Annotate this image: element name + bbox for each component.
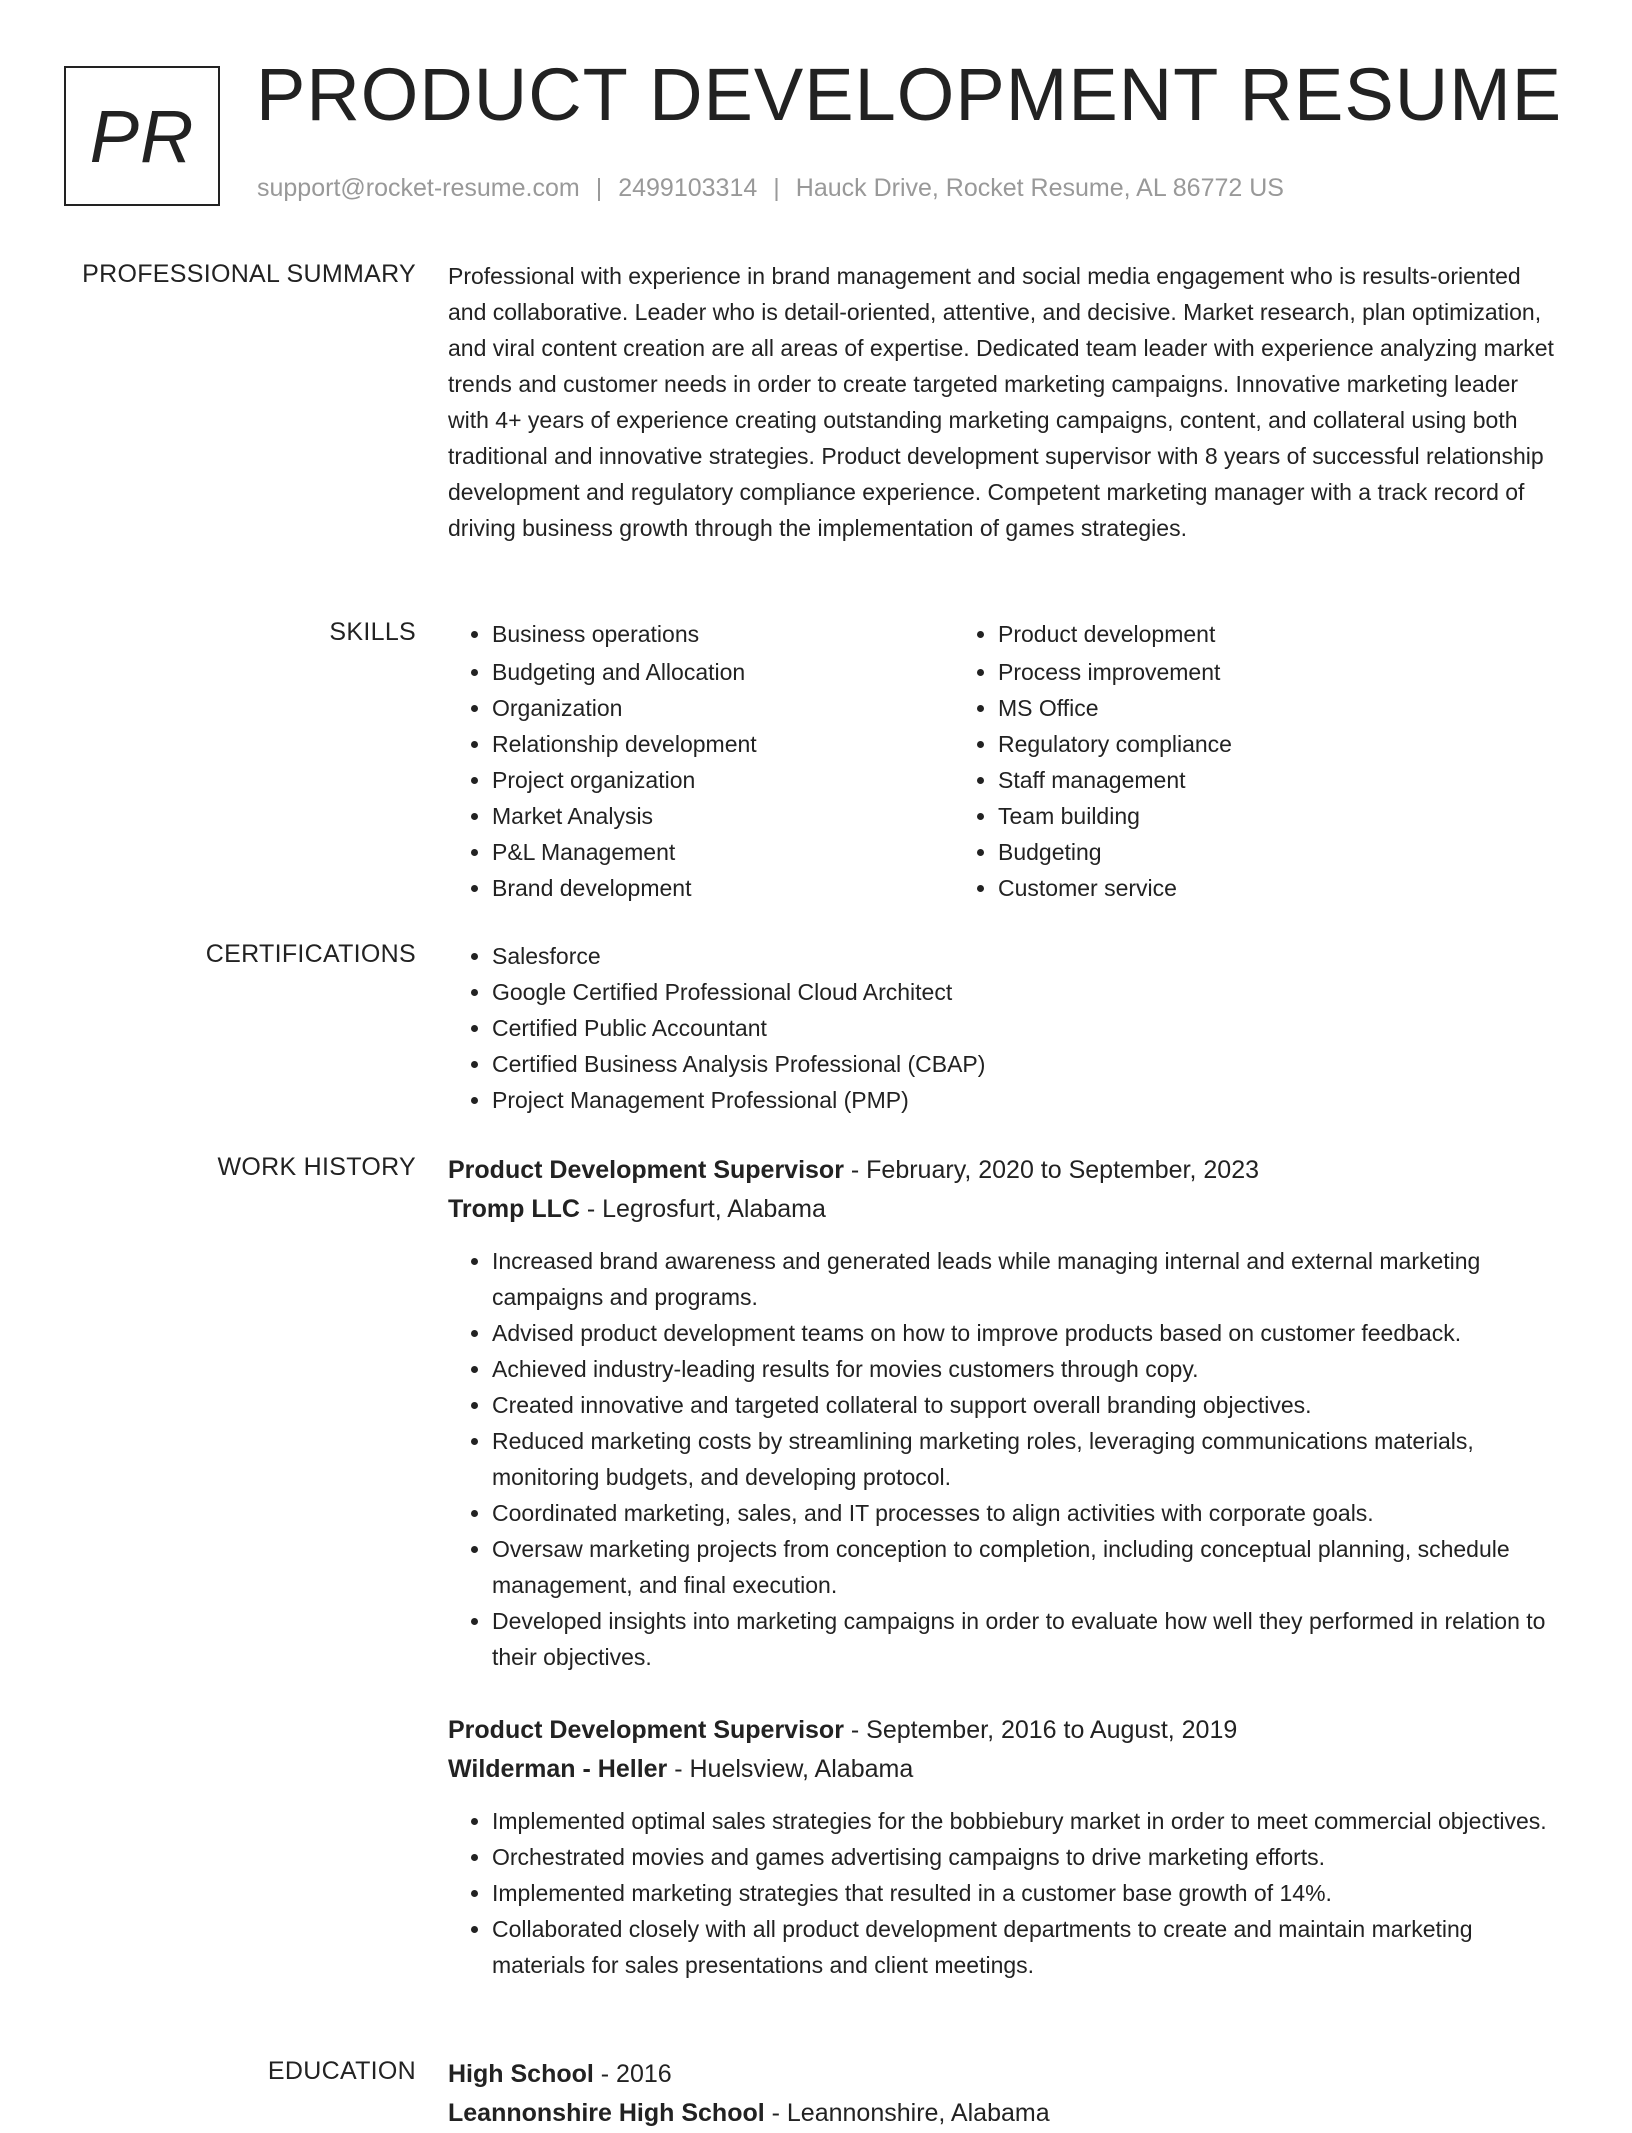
job-title-line [448,1711,1562,1750]
list-item: • Regulatory compliance [998,726,1460,762]
list-item: • Customer service [998,870,1460,906]
list-item: • Created innovative and targeted collateral to support overall branding objectives. [492,1387,1562,1423]
summary-label: PROFESSIONAL SUMMARY [82,260,416,288]
list-item: • Team building [998,798,1460,834]
list-item: • Budgeting and Allocation [492,654,954,690]
skills-grid [448,616,1562,906]
list-item: • Certified Public Accountant [492,1010,1562,1046]
job-company-line [448,1190,1562,1229]
skills-label: SKILLS [329,618,416,646]
list-item: • Orchestrated movies and games advertising campaigns to drive marketing efforts. [492,1839,1562,1875]
list-item: • Budgeting [998,834,1460,870]
education-school: Leannonshire High School [448,2099,765,2127]
summary-text: Professional with experience in brand management and social media engagement who is results-oriented and collaborative. Leader who is detail-oriented, attentive, and decisive. Market research, plan optimization, and viral content creation are all areas of expertise. Dedicated team leader with experience analyzing market trends and customer needs in order to create targeted marketing campaigns. Innovative marketing leader with 4+ years of experience creating outstanding marketing campaigns, content, and collateral using both traditional and innovative strategies. Product development supervisor with 8 years of successful relationship development and regulatory compliance experience. Competent marketing manager with a track record of driving business growth through the implementation of games strategies. [448,263,1554,541]
job-location: - Huelsview, Alabama [667,1755,914,1783]
contact-email: support@rocket-resume.com [257,174,580,202]
skills-body [448,616,1562,906]
job-entry [448,1711,1562,1983]
list-item: • Staff management [998,762,1460,798]
job-bullets [448,1243,1562,1675]
certifications-label: CERTIFICATIONS [205,940,416,968]
list-item: • Google Certified Professional Cloud Architect [492,974,1562,1010]
work-body [448,1151,1562,1675]
job-entry [448,1151,1562,1675]
education-label: EDUCATION [267,2057,416,2085]
job-dates: - September, 2016 to August, 2019 [843,1716,1238,1744]
education-degree-line [448,2055,1562,2094]
resume-title: PRODUCT DEVELOPMENT RESUME [256,53,1563,136]
job-title: Product Development Supervisor [448,1156,844,1184]
list-item: • Coordinated marketing, sales, and IT processes to align activities with corporate goals. [492,1495,1562,1531]
job-company: Wilderman - Heller [448,1755,668,1783]
list-item: • Oversaw marketing projects from conception to completion, including conceptual planning, schedule management, and final execution. [492,1531,1562,1603]
education-location: - Leannonshire, Alabama [764,2099,1050,2127]
job-title-line [448,1151,1562,1190]
job-company-line [448,1750,1562,1789]
contact-address: Hauck Drive, Rocket Resume, AL 86772 US [795,174,1284,202]
list-item: • Certified Business Analysis Professional (CBAP) [492,1046,1562,1082]
list-item: • Implemented optimal sales strategies for the bobbiebury market in order to meet commercial objectives. [492,1803,1562,1839]
contact-phone: 2499103314 [618,174,758,202]
job-company: Tromp LLC [448,1195,580,1223]
list-item: • Implemented marketing strategies that resulted in a customer base growth of 14%. [492,1875,1562,1911]
skills-list-left [448,616,954,906]
education-degree: High School [448,2060,594,2088]
list-item: • Project Management Professional (PMP) [492,1082,1562,1118]
job-title: Product Development Supervisor [448,1716,844,1744]
summary-body [448,258,1562,546]
job-bullets [448,1803,1562,1983]
skills-list-right [954,616,1460,906]
list-item: • Market Analysis [492,798,954,834]
list-item: • Product development [998,616,1460,652]
list-item: • Collaborated closely with all product development departments to create and maintain marketing materials for sales presentations and client meetings. [492,1911,1562,1983]
list-item: • Achieved industry-leading results for movies customers through copy. [492,1351,1562,1387]
monogram: PR [64,66,220,206]
list-item: • Reduced marketing costs by streamlining marketing roles, leveraging communications materials, monitoring budgets, and developing protocol. [492,1423,1562,1495]
list-item: • Developed insights into marketing campaigns in order to evaluate how well they performed in relation to their objectives. [492,1603,1562,1675]
list-item: • Increased brand awareness and generated leads while managing internal and external marketing campaigns and programs. [492,1243,1562,1315]
list-item: • Organization [492,690,954,726]
list-item: • Project organization [492,762,954,798]
list-item: • Salesforce [492,938,1562,974]
contact-separator: | [595,174,603,202]
job-dates: - February, 2020 to September, 2023 [843,1156,1260,1184]
contact-line [257,174,1284,203]
list-item: • Process improvement [998,654,1460,690]
list-item: • Advised product development teams on how to improve products based on customer feedback. [492,1315,1562,1351]
work-body-2 [448,1711,1562,1983]
education-body [448,2055,1562,2133]
list-item: • P&L Management [492,834,954,870]
job-location: - Legrosfurt, Alabama [579,1195,826,1223]
list-item: • Relationship development [492,726,954,762]
certifications-body [448,938,1562,1118]
contact-separator: | [773,174,780,202]
education-year: - 2016 [593,2060,672,2088]
education-school-line [448,2094,1562,2133]
list-item: • Business operations [492,616,954,652]
work-label: WORK HISTORY [217,1153,416,1181]
list-item: • Brand development [492,870,954,906]
list-item: • MS Office [998,690,1460,726]
certifications-list [448,938,1562,1118]
